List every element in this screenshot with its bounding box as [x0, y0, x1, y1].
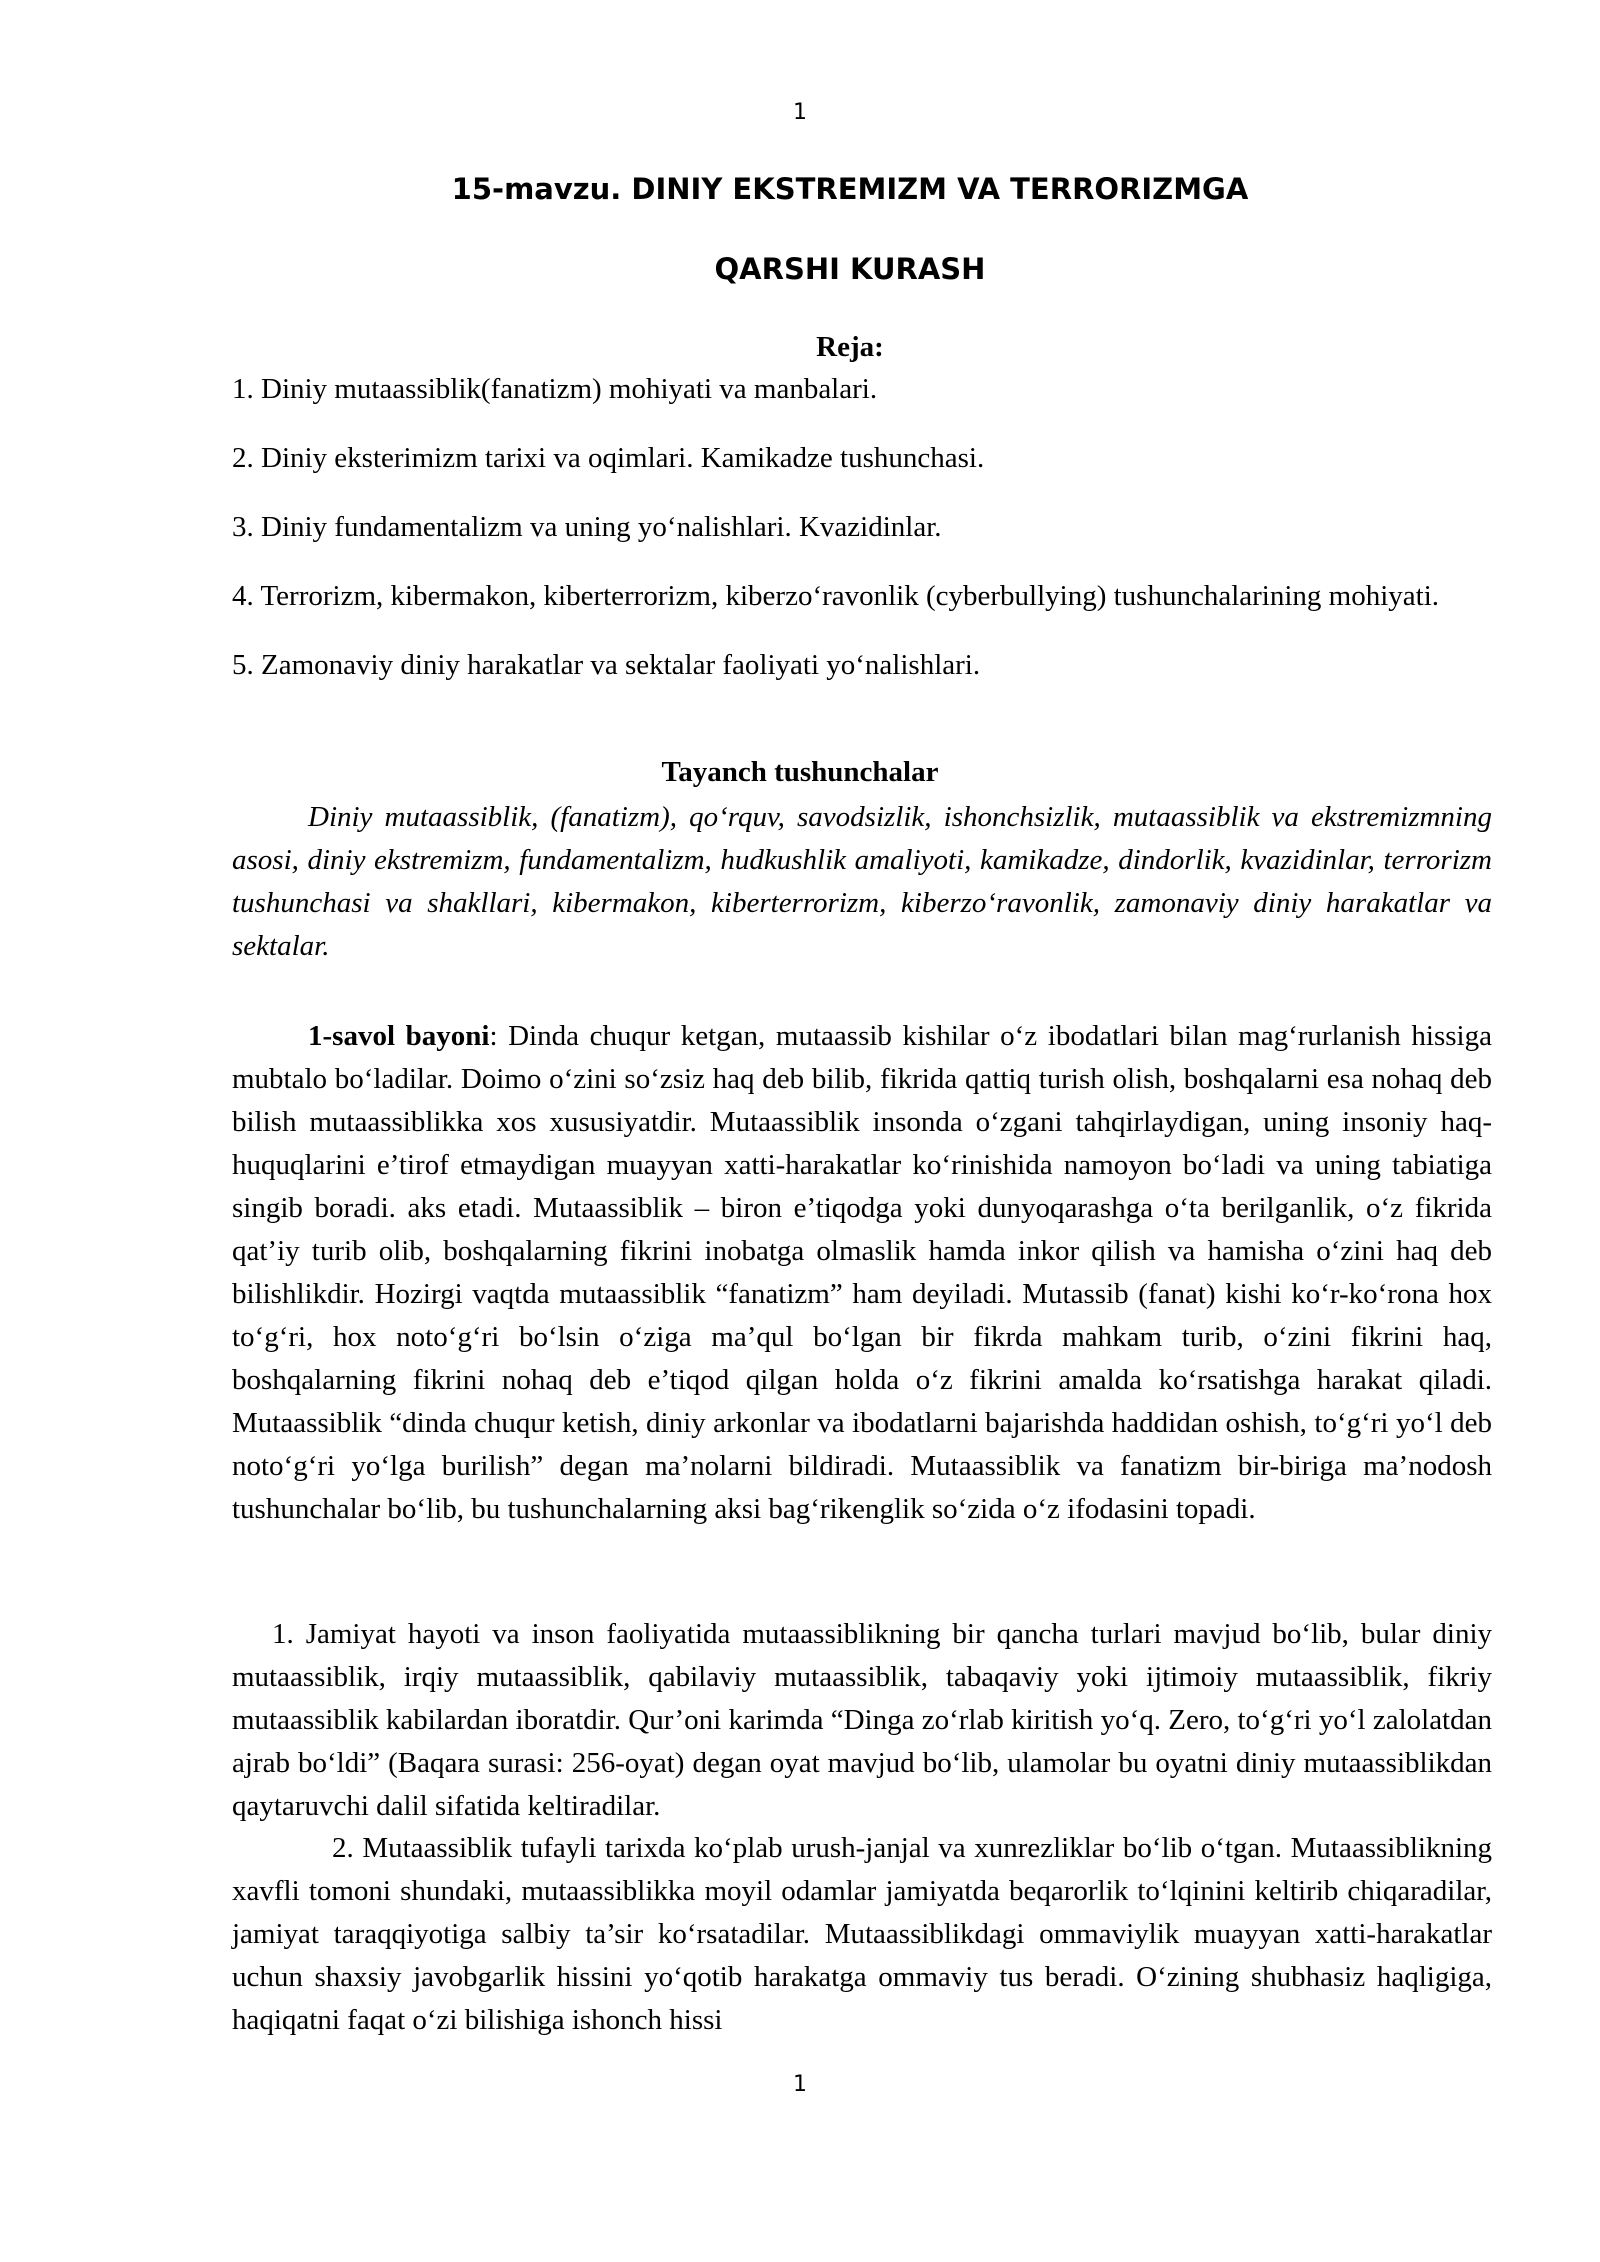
plan-item: 5. Zamonaviy diniy harakatlar va sektalar faoliyati yo‘nalishlari.	[232, 649, 981, 681]
document-title-line-2: QARSHI KURASH	[714, 252, 986, 286]
section-1-label: 1-savol bayoni	[308, 1020, 490, 1052]
key-terms-heading: Tayanch tushunchalar	[661, 756, 939, 788]
footer-page-number: 1	[793, 2072, 807, 2097]
plan-item: 2. Diniy eksterimizm tarixi va oqimlari. Kamikadze tushunchasi.	[232, 442, 985, 474]
plan-item: 3. Diniy fundamentalizm va uning yo‘nalishlari. Kvazidinlar.	[232, 511, 942, 543]
point-1-paragraph: 1. Jamiyat hayoti va inson faoliyatida mutaassiblikning bir qancha turlari mavjud bo‘lib, bular diniy mutaassiblik, irqiy mutaassiblik, qabilaviy mutaassiblik, tabaqaviy yoki ijtimoiy mutaassiblik, fikriy mutaassiblik kabilardan iboratdir. Qur’oni karimda “Dinga zo‘rlab kiritish yo‘q. Zero, to‘g‘ri yo‘l zalolatdan ajrab bo‘ldi” (Baqara surasi: 256-oyat) degan oyat mavjud bo‘lib, ulamolar bu oyatni diniy mutaassiblikdan qaytaruvchi dalil sifatida keltiradilar.	[232, 1618, 1492, 1822]
point-2-paragraph: 2. Mutaassiblik tufayli tarixda ko‘plab urush-janjal va xunrezliklar bo‘lib o‘tgan. Mutaassiblikning xavfli tomoni shundaki, mutaassiblikka moyil odamlar jamiyatda beqarorlik to‘lqinini keltirib chiqaradilar, jamiyat taraqqiyotiga salbiy ta’sir ko‘rsatadilar. Mutaassiblikdagi ommaviylik muayyan xatti-harakatlar uchun shaxsiy javobgarlik hissini yo‘qotib harakatga ommaviy tus beradi. O‘zining shubhasiz haqligiga, haqiqatni faqat o‘zi bilishiga ishonch hissi	[232, 1832, 1492, 2036]
section-1-paragraph	[232, 1015, 1492, 1531]
document-title-line-1: 15-mavzu. DINIY EKSTREMIZM VA TERRORIZMGA	[451, 172, 1249, 206]
plan-item: 4. Terrorizm, kibermakon, kiberterrorizm, kiberzo‘ravonlik (cyberbullying) tushunchalarining mohiyati.	[232, 580, 1440, 612]
section-1-text: : Dinda chuqur ketgan, mutaassib kishilar o‘z ibodatlari bilan mag‘rurlanish hissiga mubtalo bo‘ladilar. Doimo o‘zini so‘zsiz haq deb bilib, fikrida qattiq turish olish, boshqalarni esa nohaq deb bilish mutaassiblikka xos xususiyatdir. Mutaassiblik insonda o‘zgani tahqirlaydigan, uning insoniy haq-huquqlarini e’tirof etmaydigan muayyan xatti-harakatlar ko‘rinishida namoyon bo‘ladi va uning tabiatiga singib boradi. aks etadi. Mutaassiblik – biron e’tiqodga yoki dunyoqarashga o‘ta berilganlik, o‘z fikrida qat’iy turib olib, boshqalarning fikrini inobatga olmaslik hamda inkor qilish va hamisha o‘zini haq deb bilishlikdir. Hozirgi vaqtda mutaassiblik “fanatizm” ham deyiladi. Mutassib (fanat) kishi ko‘r-ko‘rona hox to‘g‘ri, hox noto‘g‘ri bo‘lsin o‘ziga ma’qul bo‘lgan bir fikrda mahkam turib, o‘zini fikrini haq, boshqalarning fikrini nohaq deb e’tiqod qilgan holda o‘z fikrini amalda ko‘rsatishga harakat qiladi. Mutaassiblik “dinda chuqur ketish, diniy arkonlar va ibodatlarni bajarishda haddidan oshish, to‘g‘ri yo‘l deb noto‘g‘ri yo‘lga burilish” degan ma’nolarni bildiradi. Mutaassiblik va fanatizm bir-biriga ma’nodosh tushunchalar bo‘lib, bu tushunchalarning aksi bag‘rikenglik so‘zida o‘z ifodasini topadi.	[232, 1020, 1492, 1525]
plan-heading: Reja:	[816, 331, 884, 363]
header-page-number: 1	[793, 100, 807, 125]
plan-item: 1. Diniy mutaassiblik(fanatizm) mohiyati va manbalari.	[232, 373, 878, 405]
key-terms-paragraph: Diniy mutaassiblik, (fanatizm), qo‘rquv, savodsizlik, ishonchsizlik, mutaassiblik va ekstremizmning asosi, diniy ekstremizm, fundamentalizm, hudkushlik amaliyoti, kamikadze, dindorlik, kvazidinlar, terrorizm tushunchasi va shakllari, kibermakon, kiberterrorizm, kiberzo‘ravonlik, zamonaviy diniy harakatlar va sektalar.	[232, 801, 1492, 962]
plan-list	[232, 368, 1492, 713]
